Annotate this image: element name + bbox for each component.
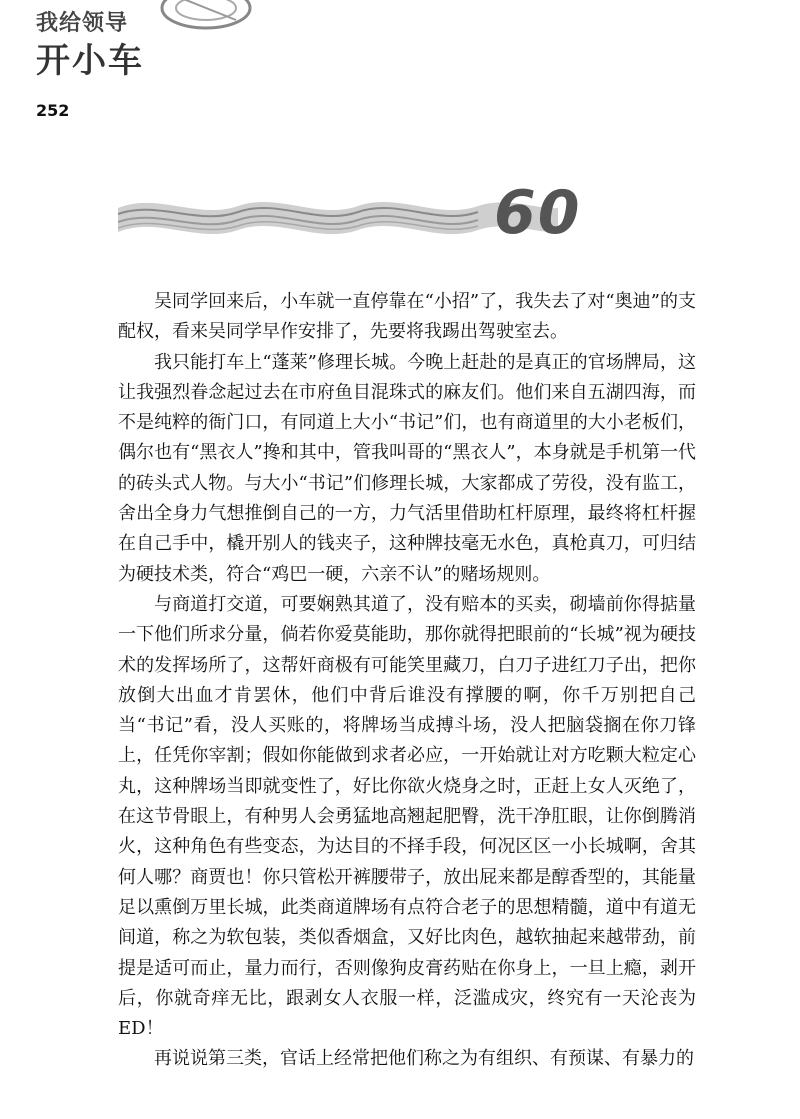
steering-wheel-icon	[156, 0, 256, 34]
body-text	[118, 287, 696, 1075]
page-number: 252	[36, 101, 70, 120]
paragraph: 我只能打车上“蓬莱”修理长城。今晚上赶赴的是真正的官场牌局，这让我强烈眷念起过去在市府鱼目混珠式的麻友们。他们来自五湖四海，而不是纯粹的衙门口，有同道上大小“书记”们，也有商道里的大小老板们，偶尔也有“黑衣人”搀和其中，管我叫哥的“黑衣人”，本身就是手机第一代的砖头式人物。与大小“书记”们修理长城，大家都成了劳役，没有监工，舍出全身力气想推倒自己的一方，力气活里借助杠杆原理，最终将杠杆握在自己手中，橇开别人的钱夹子，这种牌技毫无水色，真枪真刀，可归结为硬技术类，符合“鸡巴一硬，六亲不认”的赌场规则。	[118, 351, 696, 585]
chapter-number: 60	[494, 178, 582, 248]
book-logo	[36, 0, 236, 81]
logo-title-line1: 我给领导	[36, 11, 129, 36]
paragraph: 吴同学回来后，小车就一直停靠在“小招”了，我失去了对“奥迪”的支配权，看来吴同学早作安排了，先要将我踢出驾驶室去。	[118, 291, 696, 343]
paragraph: 再说说第三类，官话上经常把他们称之为有组织、有预谋、有暴力的	[154, 1048, 694, 1070]
logo-title-line2: 开小车	[36, 41, 144, 81]
paragraph: 与商道打交道，可要娴熟其道了，没有赔本的买卖，砌墙前你得掂量一下他们所求分量，倘若你爱莫能助，那你就得把眼前的“长城”视为硬技术的发挥场所了，这帮奸商极有可能笑里藏刀，白刀子进红刀子出，把你放倒大出血才肯罢休，他们中背后谁没有撑腰的啊，你千万别把自己当“书记”看，没人买账的，将牌场当成搏斗场，没人把脑袋搁在你刀锋上，任凭你宰割；假如你能做到求者必应，一开始就让对方吃颗大粒定心丸，这种牌场当即就变性了，好比你欲火烧身之时，正赶上女人灭绝了，在这节骨眼上，有种男人会勇猛地高翘起肥臀，洗干净肛眼，让你倒腾消火，这种角色有些变态，为达目的不择手段，何况区区一小长城啊，舍其何人哪？商贾也！你只管松开裤腰带子，放出屁来都是醇香型的，其能量足以熏倒万里长城，此类商道牌场有点符合老子的思想精髓，道中有道无间道，称之为软包装，类似香烟盒，又好比肉色，越软抽起来越带劲，前提是适可而止，量力而行，否则像狗皮膏药贴在你身上，一旦上瘾，剥开后，你就奇痒无比，跟剥女人衣服一样，泛滥成灾，终究有一天沦丧为ED！	[118, 593, 696, 1040]
